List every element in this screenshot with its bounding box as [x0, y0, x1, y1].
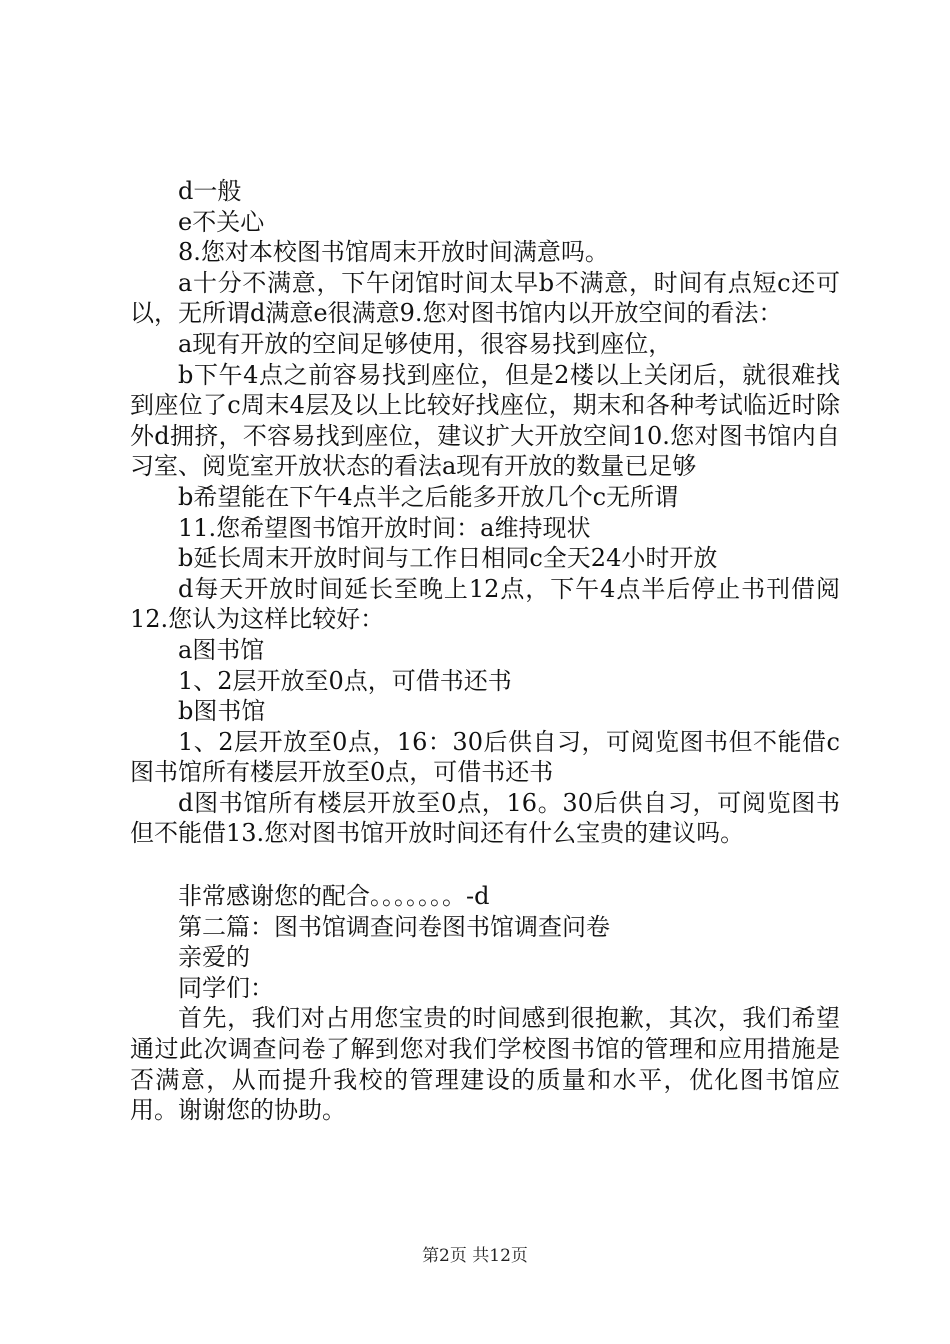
- paragraph: a图书馆: [178, 635, 265, 664]
- document-body: [130, 176, 840, 1126]
- page-footer: 第2页 共12页: [422, 1246, 528, 1266]
- paragraph: b希望能在下午4点半之后能多开放几个c无所谓: [178, 482, 679, 511]
- question-8: 8.您对本校图书馆周末开放时间满意吗。: [178, 238, 609, 267]
- intro-paragraph: 首先，我们对占用您宝贵的时间感到很抱歉，其次，我们希望通过此次调查问卷了解到您对我们学校图书馆的管理和应用措施是否满意，从而提升我校的管理建设的质量和水平，优化图书馆应用。谢谢您的协助。: [130, 1004, 840, 1125]
- paragraph: d每天开放时间延长至晚上12点，下午4点半后停止书刊借阅12.您认为这样比较好：: [130, 574, 840, 634]
- section-heading: 第二篇：图书馆调查问卷图书馆调查问卷: [178, 912, 610, 941]
- paragraph: 1、2层开放至0点，可借书还书: [178, 666, 512, 695]
- paragraph: b图书馆: [178, 697, 266, 726]
- spacer: [130, 849, 840, 881]
- closing-thanks: 非常感谢您的配合。。。。。。。-d: [178, 882, 490, 911]
- paragraph: d图书馆所有楼层开放至0点，16。30后供自习，可阅览图书但不能借13.您对图书馆开放时间还有什么宝贵的建议吗。: [130, 788, 840, 848]
- paragraph: b延长周末开放时间与工作日相同c全天24小时开放: [178, 544, 718, 573]
- paragraph: d一般: [178, 177, 242, 205]
- paragraph: a现有开放的空间足够使用，很容易找到座位，: [178, 329, 673, 358]
- salutation: 同学们：: [178, 973, 274, 1002]
- paragraph: a十分不满意，下午闭馆时间太早b不满意，时间有点短c还可以，无所谓d满意e很满意9.您对图书馆内以开放空间的看法：: [130, 268, 840, 328]
- salutation: 亲爱的: [178, 943, 250, 972]
- question-11: 11.您希望图书馆开放时间：a维持现状: [178, 513, 591, 542]
- paragraph: e不关心: [178, 207, 265, 236]
- paragraph: b下午4点之前容易找到座位，但是2楼以上关闭后，就很难找到座位了c周末4层及以上比较好找座位，期末和各种考试临近时除外d拥挤，不容易找到座位，建议扩大开放空间10.您对图书馆内自习室、阅览室开放状态的看法a现有开放的数量已足够: [130, 360, 840, 481]
- paragraph: 1、2层开放至0点，16：30后供自习，可阅览图书但不能借c图书馆所有楼层开放至0点，可借书还书: [130, 727, 840, 787]
